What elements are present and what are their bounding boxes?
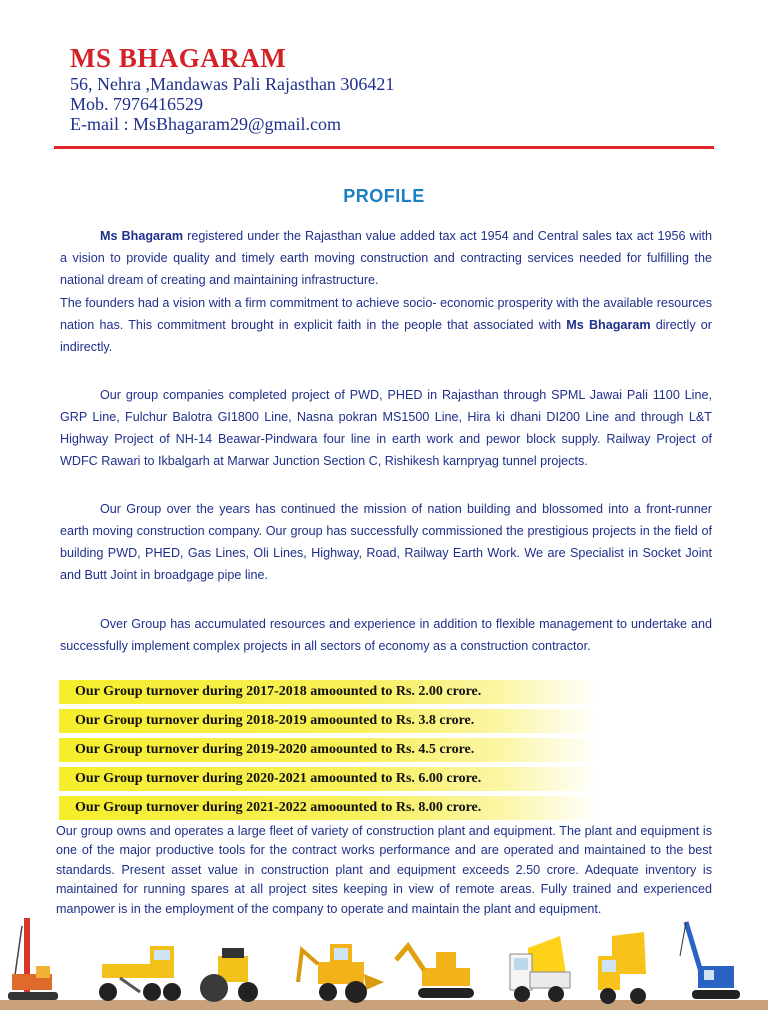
motor-grader-icon	[99, 946, 181, 1001]
profile-paragraph-equipment	[56, 822, 712, 919]
white-dump-truck-icon	[510, 936, 570, 1002]
excavator-icon	[396, 946, 474, 998]
header-divider	[54, 146, 714, 149]
profile-title: PROFILE	[343, 186, 425, 206]
registration-text: registered under the Rajasthan value added tax act 1954 and Central sales tax act 1956 with a vision to provide quality and timely earth moving construction and contracting services needed for fulfilling the national dream of creating and maintaining infrastructure.	[60, 229, 712, 287]
resources-text: Over Group has accumulated resources and experience in addition to flexible management to undertake and successfully implement complex projects in all sectors of economy as a construction contractor.	[60, 617, 712, 653]
turnover-row: Our Group turnover during 2021-2022 amoounted to Rs. 8.00 crore.	[59, 796, 599, 820]
turnover-row: Our Group turnover during 2017-2018 amoounted to Rs. 2.00 crore.	[59, 680, 599, 704]
company-address: 56, Nehra ,Mandawas Pali Rajasthan 306421	[70, 74, 395, 94]
road-roller-icon	[200, 948, 258, 1002]
profile-paragraph-registration	[60, 225, 712, 291]
founders-text-end: directly or indirectly.	[60, 318, 712, 354]
profile-paragraph-mission	[60, 498, 712, 586]
letterhead	[70, 42, 394, 134]
mission-text: Our Group over the years has continued the mission of nation building and blossomed into a front-runner earth moving construction company. Our group has successfully commissioned the prestigious projects in the field of building PWD, PHED, Gas Lines, Oli Lines, Highway, Road, Railway Earth Work. We are Specialist in Socket Joint and Butt Joint in broadgage pipe line.	[60, 502, 712, 582]
profile-paragraph-resources	[60, 613, 712, 657]
company-name: MS BHAGARAM	[70, 43, 287, 73]
crawler-crane-icon	[680, 922, 740, 999]
company-email: E-mail : MsBhagaram29@gmail.com	[70, 114, 342, 134]
yellow-dump-truck-icon	[598, 932, 646, 1004]
piling-rig-icon	[8, 918, 58, 1000]
turnover-list	[59, 680, 599, 825]
equipment-illustrations	[0, 912, 768, 1024]
company-mobile: Mob. 7976416529	[70, 94, 204, 114]
turnover-row: Our Group turnover during 2020-2021 amoounted to Rs. 6.00 crore.	[59, 767, 599, 791]
company-name-inline: Ms Bhagaram	[566, 318, 651, 332]
backhoe-loader-icon	[298, 944, 384, 1003]
turnover-row: Our Group turnover during 2019-2020 amoounted to Rs. 4.5 crore.	[59, 738, 599, 762]
equipment-text: Our group owns and operates a large fleet of variety of construction plant and equipment. The plant and equipment is one of the major productive tools for the contract works performance and are operated and maintained to the best standards. Present asset value in construction plant and equipment exceeds 2.50 crore. Adequate inventory is maintained for running spares at all project sites keeping in view of remote areas. Fully trained and experienced manpower is in the employment of the company to operate and maintain the plant and equipment.	[56, 824, 712, 916]
turnover-row: Our Group turnover during 2018-2019 amoounted to Rs. 3.8 crore.	[59, 709, 599, 733]
company-name-inline: Ms Bhagaram	[100, 229, 184, 243]
projects-text: Our group companies completed project of PWD, PHED in Rajasthan through SPML Jawai Pali 1100 Line, GRP Line, Fulchur Balotra GI1800 Line, Nasna pokran MS1500 Line, Hira ki dhani DI200 Line and through L&T Highway Project of NH-14 Beawar-Pindwara four line in earth work and pewor block supply. Railway Project of WDFC Rawari to Ikbalgarh at Marwar Junction Section C, Rishikesh karnpryag tunnel projects.	[60, 388, 712, 468]
founders-text: The founders had a vision with a firm commitment to achieve socio- economic prosperity with the available resources nation has. This commitment brought in explicit faith in the people that associated with	[60, 296, 712, 332]
profile-paragraph-projects	[60, 384, 712, 472]
profile-paragraph-founders	[60, 292, 712, 358]
